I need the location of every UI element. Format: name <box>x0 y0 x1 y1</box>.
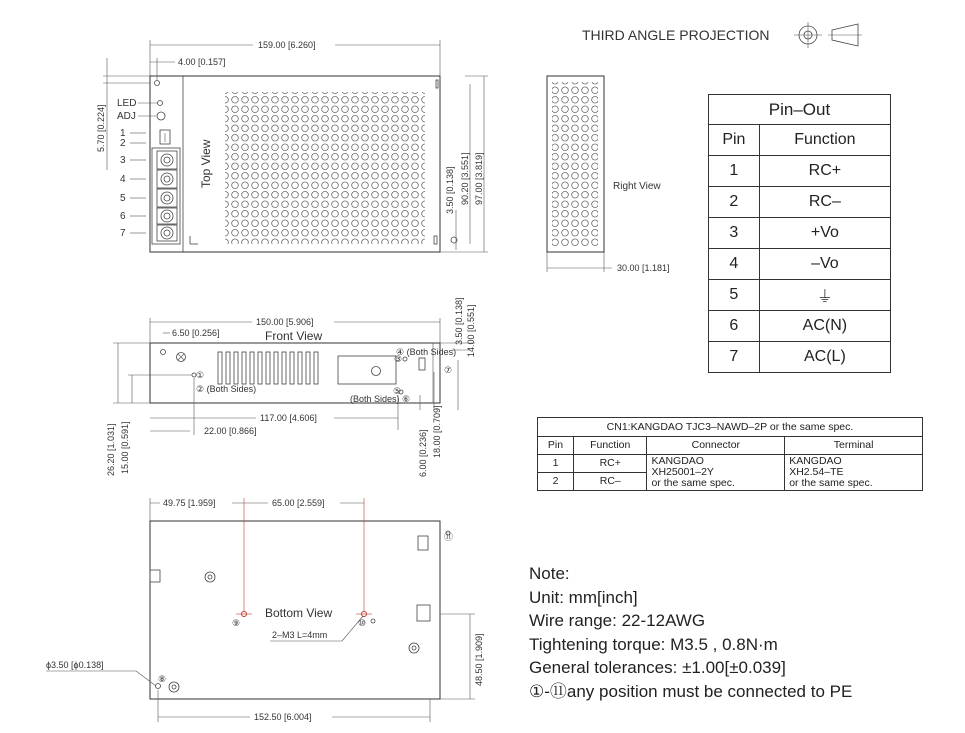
top-pin-label-7: 7 <box>120 228 126 239</box>
cn1-table <box>537 417 923 491</box>
top-view-title: Top View <box>199 139 213 188</box>
pin-function: –Vo <box>759 249 890 280</box>
ground-icon: ⏚ <box>759 280 890 311</box>
cn1-header-terminal: Terminal <box>785 437 923 455</box>
cn1-terminal-line: or the same spec. <box>789 477 873 489</box>
pin-function: +Vo <box>759 218 890 249</box>
table-row <box>709 342 891 373</box>
cn1-header-connector: Connector <box>647 437 785 455</box>
pin-function: RC– <box>759 187 890 218</box>
top-pin-label-4: 4 <box>120 174 126 185</box>
bottom-marker-9: ⑨ <box>232 618 241 628</box>
notes-title: Note: <box>529 564 570 583</box>
top-pin-label-6: 6 <box>120 211 126 222</box>
adj-label: ADJ <box>117 111 136 122</box>
top-pin-label-1: 1 <box>120 128 126 139</box>
projection-symbol-icon <box>794 22 862 48</box>
pinout-title: Pin–Out <box>709 95 891 125</box>
note-line: Wire range: 22-12AWG <box>529 611 706 630</box>
note-line: ①-⑪any position must be connected to PE <box>529 681 853 701</box>
cn1-connector-line: or the same spec. <box>651 477 735 489</box>
pin-function: RC+ <box>759 156 890 187</box>
cn1-connector-line: XH25001–2Y <box>651 466 714 478</box>
dim-bottom-h-4850: 48.50 [1.909] <box>474 633 484 686</box>
dim-front-h-1800: 18.00 [0.709] <box>432 405 442 458</box>
dim-bottom-6500: 65.00 [2.559] <box>272 498 325 508</box>
cn1-pin: 1 <box>538 455 574 473</box>
table-row <box>538 455 923 473</box>
bottom-view-title: Bottom View <box>265 606 333 620</box>
dim-front-h-1500: 15.00 [0.591] <box>120 421 130 474</box>
cn1-connector-line: KANGDAO <box>651 455 704 467</box>
table-row <box>709 218 891 249</box>
dim-top-height-9020: 90.20 [3.551] <box>460 152 470 205</box>
pin-number: 2 <box>709 187 760 218</box>
top-pin-label-3: 3 <box>120 155 126 166</box>
table-row <box>709 280 891 311</box>
cn1-title: CN1:KANGDAO TJC3–NAWD–2P or the same spec. <box>538 418 923 437</box>
dim-front-width: 150.00 [5.906] <box>256 317 314 327</box>
bottom-screw-spec: 2–M3 L=4mm <box>272 630 328 640</box>
note-line: Tightening torque: M3.5 , 0.8N·m <box>529 634 778 654</box>
dim-top-hole-offset: 4.00 [0.157] <box>178 57 226 67</box>
note-line: Unit: mm[inch] <box>529 587 638 607</box>
table-row <box>709 311 891 342</box>
bottom-marker-8: ⑧ <box>158 674 167 684</box>
front-marker-3: ③ <box>394 354 403 364</box>
cn1-terminal <box>785 455 923 491</box>
cn1-terminal-line: XH2.54–TE <box>789 466 844 478</box>
front-marker-5: ⑤ <box>393 386 402 396</box>
top-pin-label-2: 2 <box>120 138 126 149</box>
dim-right-depth: 30.00 [1.181] <box>617 263 670 273</box>
pin-function: AC(N) <box>759 311 890 342</box>
dim-front-top-350: 3.50 [0.138] <box>454 297 464 345</box>
top-pin-label-5: 5 <box>120 193 126 204</box>
right-view <box>547 76 670 273</box>
cn1-header-pin: Pin <box>538 437 574 455</box>
cn1-header-function: Function <box>574 437 647 455</box>
notes-block <box>529 562 852 703</box>
bottom-marker-10: ⑩ <box>358 618 367 628</box>
table-row <box>709 249 891 280</box>
dim-bottom-hole: ϕ3.50 [ϕ0.138] <box>46 660 104 670</box>
pinout-table <box>708 94 891 373</box>
pin-function: AC(L) <box>759 342 890 373</box>
pin-number: 6 <box>709 311 760 342</box>
projection-label: THIRD ANGLE PROJECTION <box>582 27 770 43</box>
dim-bottom-4975: 49.75 [1.959] <box>163 498 216 508</box>
note-line: General tolerances: ±1.00[±0.039] <box>529 658 786 677</box>
cn1-function: RC– <box>574 473 647 491</box>
dim-top-width: 159.00 [6.260] <box>258 40 316 50</box>
dim-front-top-1400: 14.00 [0.551] <box>466 304 476 357</box>
front-marker-2: ② (Both Sides) <box>196 384 257 394</box>
front-view-title: Front View <box>265 329 323 343</box>
front-marker-7: ⑦ <box>444 365 453 375</box>
cn1-terminal-line: KANGDAO <box>789 455 842 467</box>
cn1-pin: 2 <box>538 473 574 491</box>
table-row <box>709 187 891 218</box>
table-row <box>709 156 891 187</box>
front-marker-6: (Both Sides) ⑥ <box>350 394 411 404</box>
front-marker-4: ④ (Both Sides) <box>396 347 457 357</box>
pin-number: 3 <box>709 218 760 249</box>
front-view <box>106 297 476 477</box>
dim-top-height-350: 3.50 [0.138] <box>445 166 455 214</box>
bottom-view <box>46 497 484 722</box>
dim-front-22: 22.00 [0.866] <box>204 426 257 436</box>
pinout-header-pin: Pin <box>709 125 760 156</box>
cn1-function: RC+ <box>574 455 647 473</box>
dim-bottom-width: 152.50 [6.004] <box>254 712 312 722</box>
pin-number: 4 <box>709 249 760 280</box>
pin-number: 7 <box>709 342 760 373</box>
dim-top-height-9700: 97.00 [3.819] <box>474 152 484 205</box>
dim-front-h-600: 6.00 [0.236] <box>418 429 428 477</box>
led-label: LED <box>117 98 137 109</box>
pinout-header-function: Function <box>759 125 890 156</box>
dim-top-side-offset: 5.70 [0.224] <box>96 104 106 152</box>
dim-front-left-offset: 6.50 [0.256] <box>172 328 220 338</box>
front-marker-1: ① <box>196 370 205 380</box>
dim-front-117: 117.00 [4.606] <box>260 413 317 423</box>
cn1-connector <box>647 455 785 491</box>
top-view <box>96 39 488 252</box>
bottom-marker-11: ⑪ <box>444 532 454 542</box>
pin-number: 1 <box>709 156 760 187</box>
pin-number: 5 <box>709 280 760 311</box>
right-view-title: Right View <box>613 181 661 192</box>
dim-front-h-2620: 26.20 [1.031] <box>106 423 116 476</box>
